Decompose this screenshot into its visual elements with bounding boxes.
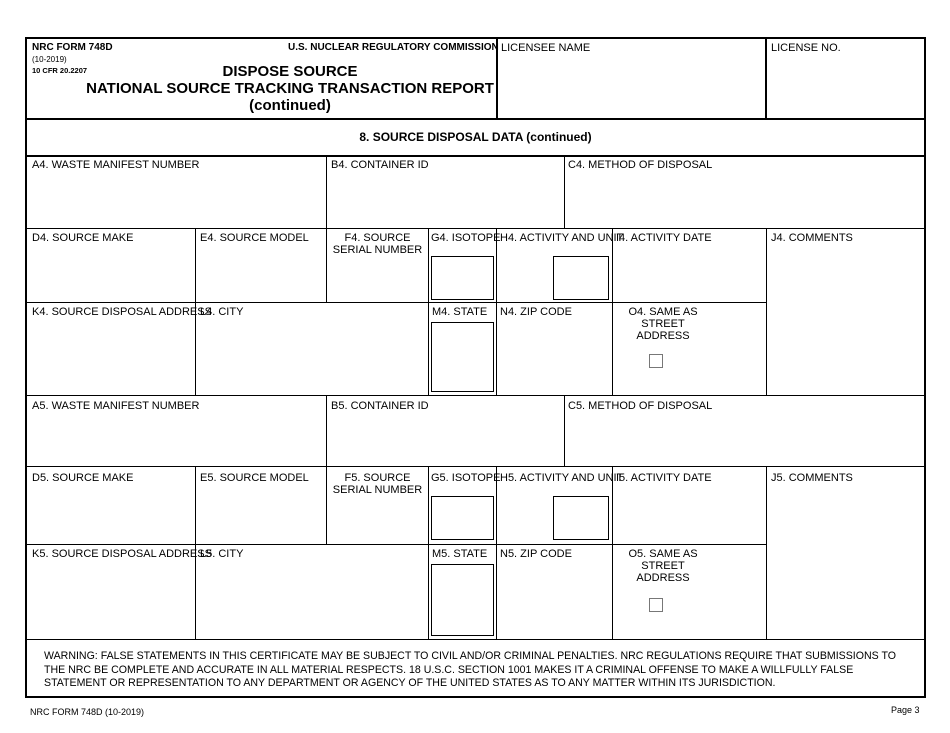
b4-isotope-label: G4. ISOTOPE bbox=[431, 232, 501, 244]
b4-vline-k3 bbox=[496, 302, 497, 395]
b4-vline-d6 bbox=[766, 228, 767, 395]
b5-vline-k2 bbox=[428, 544, 429, 639]
b5-same-as-label: O5. SAME AS STREET ADDRESS bbox=[628, 548, 698, 584]
b5-zip-label: N5. ZIP CODE bbox=[500, 548, 572, 560]
b5-method-label: C5. METHOD OF DISPOSAL bbox=[568, 400, 713, 412]
b5-comments-label: J5. COMMENTS bbox=[771, 472, 853, 484]
b5-activity-unit-input[interactable] bbox=[553, 496, 609, 540]
b5-vline-k3 bbox=[496, 544, 497, 639]
b4-container-id-label: B4. CONTAINER ID bbox=[331, 159, 429, 171]
form-revision: (10-2019) bbox=[32, 55, 67, 64]
b4-city-label: L4. CITY bbox=[200, 306, 244, 318]
b4-vline-k4 bbox=[612, 302, 613, 395]
b4-make-label: D4. SOURCE MAKE bbox=[32, 232, 134, 244]
b4-vline-d1 bbox=[195, 228, 196, 302]
b5-address-label: K5. SOURCE DISPOSAL ADDRESS bbox=[32, 548, 212, 560]
b5-model-label: E5. SOURCE MODEL bbox=[200, 472, 309, 484]
form-title-2: NATIONAL SOURCE TRACKING TRANSACTION REPORT bbox=[86, 80, 494, 97]
b5-vline-a1 bbox=[326, 396, 327, 466]
b5-vline-d1 bbox=[195, 466, 196, 544]
cfr-reference: 10 CFR 20.2207 bbox=[32, 66, 88, 75]
b4-state-label: M4. STATE bbox=[432, 306, 488, 318]
license-no-field[interactable] bbox=[768, 56, 924, 116]
b4-vline-d3 bbox=[428, 228, 429, 302]
b4-activity-unit-input[interactable] bbox=[553, 256, 609, 300]
licensee-name-label: LICENSEE NAME bbox=[501, 42, 591, 54]
license-no-label: LICENSE NO. bbox=[771, 42, 841, 54]
b5-rule-3 bbox=[25, 639, 926, 640]
section-title: 8. SOURCE DISPOSAL DATA (continued) bbox=[359, 130, 592, 144]
b5-isotope-input[interactable] bbox=[431, 496, 494, 540]
b4-method-label: C4. METHOD OF DISPOSAL bbox=[568, 159, 713, 171]
b4-rule-2 bbox=[25, 302, 766, 303]
header-divider bbox=[25, 118, 926, 120]
b4-vline-k2 bbox=[428, 302, 429, 395]
b5-activity-label: H5. ACTIVITY AND UNIT bbox=[500, 472, 624, 484]
form-number: NRC FORM 748D bbox=[32, 42, 113, 53]
b5-isotope-label: G5. ISOTOPE bbox=[431, 472, 501, 484]
section-divider bbox=[25, 155, 926, 157]
form-title-1: DISPOSE SOURCE bbox=[222, 63, 358, 80]
b5-vline-d6 bbox=[766, 466, 767, 639]
b5-state-label: M5. STATE bbox=[432, 548, 488, 560]
b5-rule-2 bbox=[25, 544, 766, 545]
b5-same-as-checkbox[interactable] bbox=[649, 598, 663, 612]
b4-state-input[interactable] bbox=[431, 322, 494, 392]
warning-text: WARNING: FALSE STATEMENTS IN THIS CERTIFICATE MAY BE SUBJECT TO CIVIL AND/OR CRIMINAL PENALTIES. NRC REGULATIONS REQUIRE THAT SUBMISSIONS TO THE NRC BE COMPLETE AND ACCURATE IN ALL MATERIAL RESPECTS. 18 U.S.C. SECTION 1001 MAKES IT A CRIMINAL OFFENSE TO MAKE A WILLFULLY FALSE STATEMENT OR REPRESENTATION TO ANY DEPARTMENT OR AGENCY OF THE UNITED STATES AS TO ANY MATTER WITHIN ITS JURISDICTION. bbox=[44, 650, 896, 689]
b4-rule-3 bbox=[25, 395, 926, 396]
b5-vline-a2 bbox=[564, 396, 565, 466]
b5-container-id-label: B5. CONTAINER ID bbox=[331, 400, 429, 412]
b4-serial-label: F4. SOURCE SERIAL NUMBER bbox=[332, 232, 423, 256]
b4-comments-label: J4. COMMENTS bbox=[771, 232, 853, 244]
b5-activity-date-label: I5. ACTIVITY DATE bbox=[616, 472, 712, 484]
b4-vline-a1 bbox=[326, 156, 327, 228]
header-vline-2 bbox=[765, 37, 767, 119]
b4-address-label: K4. SOURCE DISPOSAL ADDRESS bbox=[32, 306, 212, 318]
b4-isotope-input[interactable] bbox=[431, 256, 494, 300]
b4-vline-a2 bbox=[564, 156, 565, 228]
b4-same-as-label: O4. SAME AS STREET ADDRESS bbox=[628, 306, 698, 342]
b4-same-as-checkbox[interactable] bbox=[649, 354, 663, 368]
b5-vline-k4 bbox=[612, 544, 613, 639]
b5-make-label: D5. SOURCE MAKE bbox=[32, 472, 134, 484]
b5-state-input[interactable] bbox=[431, 564, 494, 636]
b4-rule-1 bbox=[25, 228, 926, 229]
footer-form-id: NRC FORM 748D (10-2019) bbox=[30, 707, 145, 717]
licensee-name-field[interactable] bbox=[499, 56, 763, 116]
footer-page-number: Page 3 bbox=[891, 705, 920, 715]
b4-waste-manifest-label: A4. WASTE MANIFEST NUMBER bbox=[32, 159, 200, 171]
b5-waste-manifest-label: A5. WASTE MANIFEST NUMBER bbox=[32, 400, 200, 412]
b5-rule-1 bbox=[25, 466, 926, 467]
b4-zip-label: N4. ZIP CODE bbox=[500, 306, 572, 318]
b4-model-label: E4. SOURCE MODEL bbox=[200, 232, 309, 244]
b5-serial-label: F5. SOURCE SERIAL NUMBER bbox=[332, 472, 423, 496]
b4-activity-date-label: I4. ACTIVITY DATE bbox=[616, 232, 712, 244]
b5-vline-d3 bbox=[428, 466, 429, 544]
form-title-3: (continued) bbox=[249, 97, 331, 114]
b4-activity-label: H4. ACTIVITY AND UNIT bbox=[500, 232, 624, 244]
agency-name: U.S. NUCLEAR REGULATORY COMMISSION bbox=[288, 42, 499, 53]
b5-city-label: L5. CITY bbox=[200, 548, 244, 560]
